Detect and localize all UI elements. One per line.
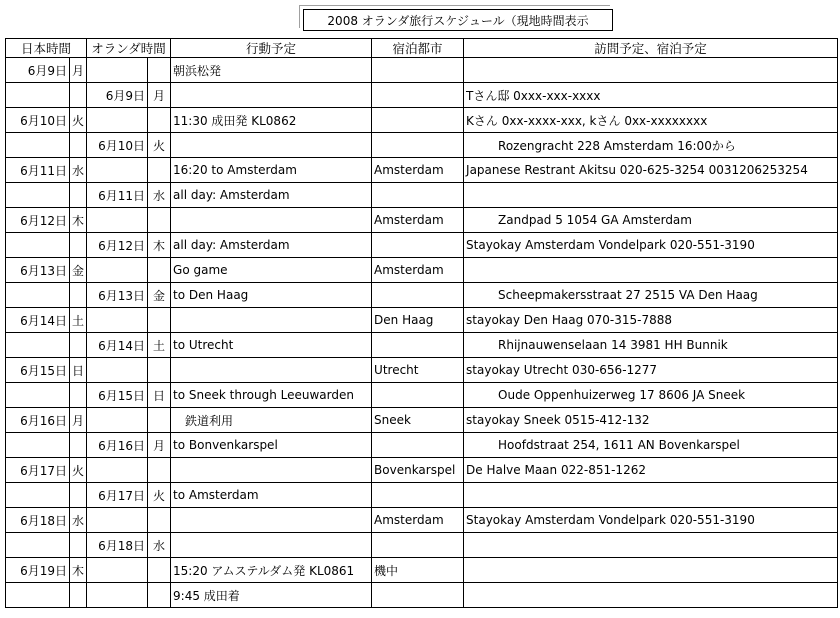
plan-cell: to Amsterdam (171, 483, 372, 508)
nl-weekday-cell: 金 (148, 283, 171, 308)
table-row (6, 233, 838, 258)
visit-cell: Japanese Restrant Akitsu 020-625-3254 0031206253254 (464, 158, 838, 183)
city-cell (372, 58, 464, 83)
city-cell: Den Haag (372, 308, 464, 333)
plan-cell (171, 133, 372, 158)
table-row (6, 58, 838, 83)
nl-date-cell (87, 508, 148, 533)
jp-date-cell: 6月10日 (6, 108, 70, 133)
jp-date-cell: 6月18日 (6, 508, 70, 533)
jp-date-cell: 6月13日 (6, 258, 70, 283)
jp-weekday-cell: 土 (70, 308, 87, 333)
nl-weekday-cell (148, 108, 171, 133)
nl-date-cell (87, 408, 148, 433)
jp-date-cell: 6月14日 (6, 308, 70, 333)
nl-weekday-cell: 木 (148, 233, 171, 258)
city-cell: Amsterdam (372, 258, 464, 283)
jp-weekday-cell: 火 (70, 108, 87, 133)
jp-date-cell (6, 383, 70, 408)
visit-cell: Scheepmakersstraat 27 2515 VA Den Haag (464, 283, 838, 308)
jp-date-cell (6, 483, 70, 508)
plan-cell (171, 358, 372, 383)
nl-date-cell (87, 208, 148, 233)
nl-weekday-cell (148, 408, 171, 433)
jp-date-cell: 6月19日 (6, 558, 70, 583)
visit-cell: stayokay Sneek 0515-412-132 (464, 408, 838, 433)
jp-weekday-cell: 金 (70, 258, 87, 283)
table-row (6, 558, 838, 583)
visit-cell: Kさん 0xx-xxxx-xxx, kさん 0xx-xxxxxxxx (464, 108, 838, 133)
nl-date-cell: 6月17日 (87, 483, 148, 508)
jp-date-cell (6, 283, 70, 308)
nl-date-cell (87, 308, 148, 333)
jp-date-cell: 6月16日 (6, 408, 70, 433)
jp-date-cell (6, 233, 70, 258)
nl-date-cell: 6月13日 (87, 283, 148, 308)
visit-cell: Oude Oppenhuizerweg 17 8606 JA Sneek (464, 383, 838, 408)
nl-weekday-cell (148, 458, 171, 483)
table-row (6, 133, 838, 158)
jp-date-cell: 6月11日 (6, 158, 70, 183)
nl-date-cell: 6月9日 (87, 83, 148, 108)
jp-weekday-cell (70, 433, 87, 458)
jp-date-cell (6, 583, 70, 608)
header-row (6, 39, 838, 58)
table-row (6, 433, 838, 458)
plan-cell: 9:45 成田着 (171, 583, 372, 608)
table-row (6, 258, 838, 283)
table-row (6, 383, 838, 408)
jp-weekday-cell (70, 283, 87, 308)
city-cell: Bovenkarspel (372, 458, 464, 483)
city-cell: Amsterdam (372, 508, 464, 533)
header-nl-time: オランダ時間 (87, 39, 171, 58)
table-row (6, 533, 838, 558)
visit-cell: stayokay Den Haag 070-315-7888 (464, 308, 838, 333)
jp-weekday-cell (70, 333, 87, 358)
nl-date-cell (87, 358, 148, 383)
nl-date-cell (87, 58, 148, 83)
jp-weekday-cell (70, 533, 87, 558)
jp-date-cell (6, 83, 70, 108)
jp-weekday-cell (70, 83, 87, 108)
table-row (6, 108, 838, 133)
visit-cell (464, 483, 838, 508)
city-cell (372, 183, 464, 208)
plan-cell: 朝浜松発 (171, 58, 372, 83)
plan-cell: to Den Haag (171, 283, 372, 308)
jp-weekday-cell: 水 (70, 158, 87, 183)
visit-cell: Stayokay Amsterdam Vondelpark 020-551-3190 (464, 508, 838, 533)
table-row (6, 283, 838, 308)
city-cell: Sneek (372, 408, 464, 433)
table-row (6, 83, 838, 108)
nl-weekday-cell: 土 (148, 333, 171, 358)
jp-weekday-cell: 日 (70, 358, 87, 383)
visit-cell: De Halve Maan 022-851-1262 (464, 458, 838, 483)
jp-weekday-cell (70, 383, 87, 408)
nl-weekday-cell (148, 308, 171, 333)
plan-cell: 16:20 to Amsterdam (171, 158, 372, 183)
nl-weekday-cell (148, 358, 171, 383)
header-city: 宿泊都市 (372, 39, 464, 58)
nl-weekday-cell (148, 558, 171, 583)
jp-date-cell: 6月12日 (6, 208, 70, 233)
nl-date-cell: 6月15日 (87, 383, 148, 408)
city-cell (372, 83, 464, 108)
nl-date-cell: 6月16日 (87, 433, 148, 458)
visit-cell: Rhijnauwenselaan 14 3981 HH Bunnik (464, 333, 838, 358)
table-row (6, 358, 838, 383)
jp-weekday-cell (70, 133, 87, 158)
jp-date-cell: 6月15日 (6, 358, 70, 383)
plan-cell (171, 533, 372, 558)
city-cell: Amsterdam (372, 208, 464, 233)
visit-cell (464, 58, 838, 83)
visit-cell (464, 583, 838, 608)
nl-weekday-cell (148, 58, 171, 83)
table-row (6, 333, 838, 358)
nl-weekday-cell: 月 (148, 83, 171, 108)
header-plan: 行動予定 (171, 39, 372, 58)
visit-cell: Zandpad 5 1054 GA Amsterdam (464, 208, 838, 233)
table-row (6, 183, 838, 208)
visit-cell (464, 183, 838, 208)
nl-date-cell: 6月10日 (87, 133, 148, 158)
plan-cell: all day: Amsterdam (171, 183, 372, 208)
jp-weekday-cell (70, 183, 87, 208)
jp-weekday-cell (70, 583, 87, 608)
plan-cell (171, 508, 372, 533)
plan-cell: 鉄道利用 (171, 408, 372, 433)
nl-date-cell (87, 558, 148, 583)
nl-weekday-cell (148, 583, 171, 608)
table-row (6, 308, 838, 333)
table-row (6, 458, 838, 483)
jp-weekday-cell: 月 (70, 408, 87, 433)
header-jp-time: 日本時間 (6, 39, 87, 58)
city-cell (372, 108, 464, 133)
header-visit: 訪問予定、宿泊予定 (464, 39, 838, 58)
jp-weekday-cell (70, 233, 87, 258)
visit-cell: Tさん邸 0xxx-xxx-xxxx (464, 83, 838, 108)
nl-date-cell: 6月12日 (87, 233, 148, 258)
jp-date-cell: 6月9日 (6, 58, 70, 83)
plan-cell (171, 83, 372, 108)
visit-cell (464, 258, 838, 283)
visit-cell (464, 558, 838, 583)
city-cell (372, 383, 464, 408)
visit-cell (464, 533, 838, 558)
table-row (6, 483, 838, 508)
plan-cell (171, 208, 372, 233)
plan-cell: to Bonvenkarspel (171, 433, 372, 458)
plan-cell: 15:20 アムステルダム発 KL0861 (171, 558, 372, 583)
plan-cell: Go game (171, 258, 372, 283)
visit-cell: Hoofdstraat 254, 1611 AN Bovenkarspel (464, 433, 838, 458)
nl-date-cell (87, 108, 148, 133)
city-cell: Utrecht (372, 358, 464, 383)
city-cell (372, 333, 464, 358)
city-cell (372, 483, 464, 508)
page-title: 2008 オランダ旅行スケジュール（現地時間表示 (303, 9, 613, 31)
nl-date-cell (87, 583, 148, 608)
city-cell (372, 283, 464, 308)
jp-date-cell (6, 433, 70, 458)
nl-weekday-cell: 水 (148, 183, 171, 208)
nl-date-cell: 6月14日 (87, 333, 148, 358)
nl-weekday-cell: 日 (148, 383, 171, 408)
visit-cell: Rozengracht 228 Amsterdam 16:00から (464, 133, 838, 158)
city-cell: Amsterdam (372, 158, 464, 183)
jp-date-cell (6, 333, 70, 358)
nl-weekday-cell: 火 (148, 133, 171, 158)
city-cell: 機中 (372, 558, 464, 583)
jp-date-cell: 6月17日 (6, 458, 70, 483)
jp-weekday-cell: 火 (70, 458, 87, 483)
table-row (6, 508, 838, 533)
table-row (6, 583, 838, 608)
jp-weekday-cell: 木 (70, 558, 87, 583)
nl-weekday-cell (148, 158, 171, 183)
jp-date-cell (6, 183, 70, 208)
nl-weekday-cell: 火 (148, 483, 171, 508)
plan-cell: 11:30 成田発 KL0862 (171, 108, 372, 133)
nl-weekday-cell (148, 508, 171, 533)
nl-weekday-cell (148, 208, 171, 233)
jp-date-cell (6, 533, 70, 558)
jp-date-cell (6, 133, 70, 158)
city-cell (372, 133, 464, 158)
plan-cell: all day: Amsterdam (171, 233, 372, 258)
visit-cell: stayokay Utrecht 030-656-1277 (464, 358, 838, 383)
city-cell (372, 533, 464, 558)
nl-date-cell (87, 458, 148, 483)
table-row (6, 158, 838, 183)
table-row (6, 208, 838, 233)
city-cell (372, 583, 464, 608)
jp-weekday-cell: 水 (70, 508, 87, 533)
plan-cell: to Sneek through Leeuwarden (171, 383, 372, 408)
nl-weekday-cell: 水 (148, 533, 171, 558)
visit-cell: Stayokay Amsterdam Vondelpark 020-551-3190 (464, 233, 838, 258)
plan-cell: to Utrecht (171, 333, 372, 358)
nl-weekday-cell: 月 (148, 433, 171, 458)
nl-date-cell (87, 258, 148, 283)
table-row (6, 408, 838, 433)
nl-date-cell: 6月18日 (87, 533, 148, 558)
city-cell (372, 433, 464, 458)
schedule-table (5, 38, 838, 608)
nl-date-cell (87, 158, 148, 183)
jp-weekday-cell: 月 (70, 58, 87, 83)
jp-weekday-cell (70, 483, 87, 508)
plan-cell (171, 458, 372, 483)
nl-date-cell: 6月11日 (87, 183, 148, 208)
jp-weekday-cell: 木 (70, 208, 87, 233)
city-cell (372, 233, 464, 258)
nl-weekday-cell (148, 258, 171, 283)
plan-cell (171, 308, 372, 333)
